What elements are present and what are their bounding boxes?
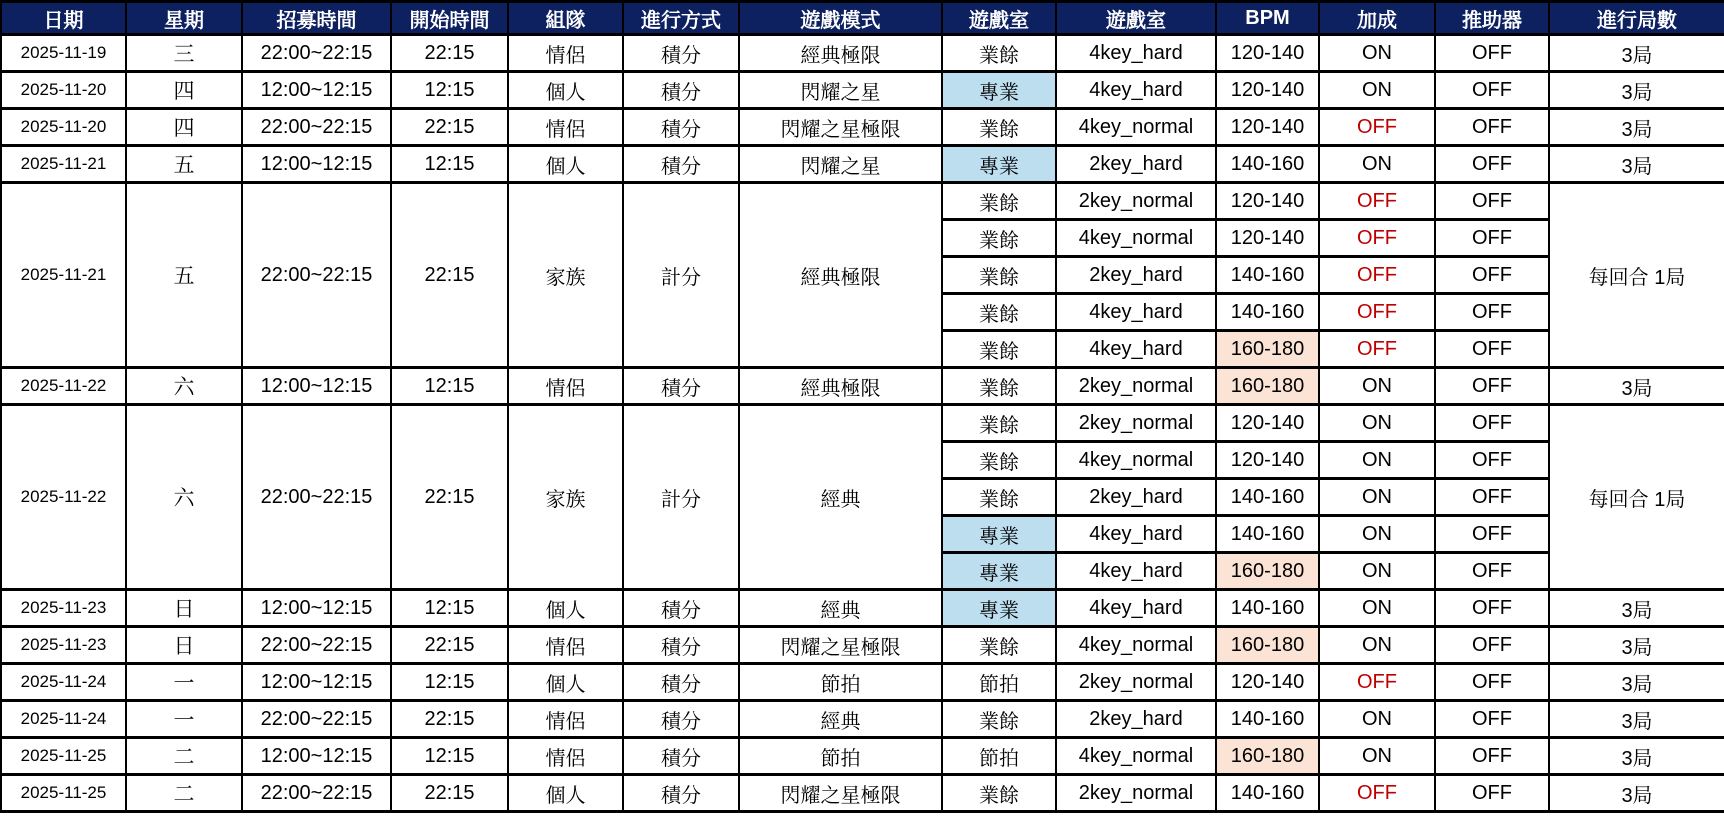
cell-team: 情侶 xyxy=(508,738,623,775)
cell-game-mode: 閃耀之星 xyxy=(739,146,942,183)
cell-game-room-type: 4key_normal xyxy=(1056,109,1216,146)
cell-rounds: 3局 xyxy=(1549,590,1724,627)
cell-booster: OFF xyxy=(1435,257,1549,294)
cell-booster: OFF xyxy=(1435,627,1549,664)
cell-bpm: 120-140 xyxy=(1216,72,1319,109)
cell-game-mode: 閃耀之星極限 xyxy=(739,775,942,812)
cell-bonus: ON xyxy=(1319,442,1435,479)
cell-date: 2025-11-25 xyxy=(1,738,126,775)
cell-bonus: ON xyxy=(1319,738,1435,775)
table-row xyxy=(1,35,1724,72)
cell-game-mode: 經典極限 xyxy=(739,368,942,405)
cell-game-room: 業餘 xyxy=(942,627,1056,664)
cell-bonus: OFF xyxy=(1319,220,1435,257)
cell-bonus: OFF xyxy=(1319,664,1435,701)
cell-recruit-time: 22:00~22:15 xyxy=(242,627,391,664)
cell-game-room-type: 4key_hard xyxy=(1056,516,1216,553)
cell-team: 個人 xyxy=(508,775,623,812)
table-row xyxy=(1,664,1724,701)
cell-booster: OFF xyxy=(1435,72,1549,109)
cell-bonus: OFF xyxy=(1319,294,1435,331)
cell-rounds: 3局 xyxy=(1549,35,1724,72)
cell-game-room: 專業 xyxy=(942,516,1056,553)
cell-bpm: 140-160 xyxy=(1216,590,1319,627)
cell-booster: OFF xyxy=(1435,220,1549,257)
cell-date: 2025-11-20 xyxy=(1,72,126,109)
cell-recruit-time: 22:00~22:15 xyxy=(242,183,391,368)
cell-rounds: 3局 xyxy=(1549,109,1724,146)
cell-game-mode: 經典極限 xyxy=(739,183,942,368)
cell-bonus: OFF xyxy=(1319,183,1435,220)
cell-game-mode: 節拍 xyxy=(739,664,942,701)
cell-start-time: 12:15 xyxy=(391,72,508,109)
cell-game-room: 業餘 xyxy=(942,479,1056,516)
cell-start-time: 12:15 xyxy=(391,368,508,405)
cell-game-room-type: 2key_hard xyxy=(1056,146,1216,183)
cell-bonus: ON xyxy=(1319,553,1435,590)
table-header xyxy=(1,2,1724,35)
col-header-game-room-type: 遊戲室 xyxy=(1056,2,1216,35)
cell-bpm: 160-180 xyxy=(1216,331,1319,368)
cell-bpm: 120-140 xyxy=(1216,220,1319,257)
cell-game-room: 業餘 xyxy=(942,35,1056,72)
cell-bonus: OFF xyxy=(1319,331,1435,368)
table-row xyxy=(1,775,1724,812)
cell-game-room: 節拍 xyxy=(942,664,1056,701)
cell-booster: OFF xyxy=(1435,331,1549,368)
cell-game-mode: 閃耀之星極限 xyxy=(739,109,942,146)
cell-booster: OFF xyxy=(1435,516,1549,553)
cell-start-time: 22:15 xyxy=(391,405,508,590)
cell-bpm: 160-180 xyxy=(1216,738,1319,775)
cell-booster: OFF xyxy=(1435,775,1549,812)
table-body xyxy=(1,35,1724,812)
cell-bonus: ON xyxy=(1319,72,1435,109)
cell-weekday: 一 xyxy=(126,701,242,738)
table-row xyxy=(1,405,1724,442)
cell-bpm: 140-160 xyxy=(1216,701,1319,738)
cell-game-room-type: 2key_normal xyxy=(1056,183,1216,220)
cell-date: 2025-11-25 xyxy=(1,775,126,812)
cell-team: 個人 xyxy=(508,590,623,627)
cell-method: 積分 xyxy=(623,109,739,146)
col-header-bpm: BPM xyxy=(1216,2,1319,35)
header-row xyxy=(1,2,1724,35)
cell-game-room-type: 4key_hard xyxy=(1056,294,1216,331)
cell-weekday: 四 xyxy=(126,109,242,146)
cell-game-room-type: 4key_normal xyxy=(1056,220,1216,257)
cell-game-room-type: 2key_normal xyxy=(1056,775,1216,812)
cell-bonus: ON xyxy=(1319,627,1435,664)
cell-date: 2025-11-22 xyxy=(1,405,126,590)
cell-team: 情侶 xyxy=(508,701,623,738)
cell-start-time: 22:15 xyxy=(391,775,508,812)
cell-recruit-time: 22:00~22:15 xyxy=(242,405,391,590)
cell-date: 2025-11-23 xyxy=(1,590,126,627)
col-header-recruit-time: 招募時間 xyxy=(242,2,391,35)
cell-game-room-type: 4key_hard xyxy=(1056,72,1216,109)
cell-weekday: 二 xyxy=(126,775,242,812)
cell-game-mode: 閃耀之星 xyxy=(739,72,942,109)
cell-bpm: 140-160 xyxy=(1216,516,1319,553)
cell-date: 2025-11-19 xyxy=(1,35,126,72)
cell-date: 2025-11-21 xyxy=(1,183,126,368)
col-header-game-mode: 遊戲模式 xyxy=(739,2,942,35)
cell-recruit-time: 22:00~22:15 xyxy=(242,35,391,72)
cell-game-room: 專業 xyxy=(942,590,1056,627)
cell-game-room: 業餘 xyxy=(942,331,1056,368)
cell-team: 家族 xyxy=(508,183,623,368)
cell-team: 家族 xyxy=(508,405,623,590)
cell-rounds: 3局 xyxy=(1549,146,1724,183)
col-header-date: 日期 xyxy=(1,2,126,35)
cell-game-room: 業餘 xyxy=(942,109,1056,146)
col-header-start-time: 開始時間 xyxy=(391,2,508,35)
cell-bpm: 140-160 xyxy=(1216,775,1319,812)
cell-date: 2025-11-22 xyxy=(1,368,126,405)
cell-bpm: 160-180 xyxy=(1216,553,1319,590)
cell-game-room: 業餘 xyxy=(942,183,1056,220)
table-row xyxy=(1,590,1724,627)
cell-game-mode: 經典 xyxy=(739,701,942,738)
cell-start-time: 12:15 xyxy=(391,590,508,627)
cell-booster: OFF xyxy=(1435,664,1549,701)
table-row xyxy=(1,738,1724,775)
cell-date: 2025-11-20 xyxy=(1,109,126,146)
cell-bpm: 140-160 xyxy=(1216,294,1319,331)
cell-game-room-type: 4key_hard xyxy=(1056,35,1216,72)
cell-game-room-type: 4key_normal xyxy=(1056,627,1216,664)
cell-team: 個人 xyxy=(508,72,623,109)
cell-weekday: 日 xyxy=(126,627,242,664)
table-row xyxy=(1,146,1724,183)
cell-game-room: 業餘 xyxy=(942,257,1056,294)
cell-booster: OFF xyxy=(1435,294,1549,331)
cell-booster: OFF xyxy=(1435,35,1549,72)
cell-recruit-time: 22:00~22:15 xyxy=(242,775,391,812)
cell-method: 積分 xyxy=(623,35,739,72)
cell-start-time: 12:15 xyxy=(391,738,508,775)
cell-start-time: 22:15 xyxy=(391,109,508,146)
cell-team: 情侶 xyxy=(508,368,623,405)
cell-rounds: 3局 xyxy=(1549,368,1724,405)
cell-method: 計分 xyxy=(623,183,739,368)
table-row xyxy=(1,627,1724,664)
cell-recruit-time: 12:00~12:15 xyxy=(242,738,391,775)
cell-method: 計分 xyxy=(623,405,739,590)
cell-team: 個人 xyxy=(508,664,623,701)
cell-bpm: 140-160 xyxy=(1216,146,1319,183)
cell-game-mode: 經典極限 xyxy=(739,35,942,72)
cell-date: 2025-11-23 xyxy=(1,627,126,664)
cell-booster: OFF xyxy=(1435,109,1549,146)
cell-rounds: 3局 xyxy=(1549,701,1724,738)
cell-date: 2025-11-24 xyxy=(1,701,126,738)
cell-bonus: ON xyxy=(1319,368,1435,405)
cell-rounds: 每回合 1局 xyxy=(1549,405,1724,590)
col-header-team: 組隊 xyxy=(508,2,623,35)
cell-game-mode: 閃耀之星極限 xyxy=(739,627,942,664)
cell-date: 2025-11-21 xyxy=(1,146,126,183)
col-header-weekday: 星期 xyxy=(126,2,242,35)
cell-start-time: 22:15 xyxy=(391,35,508,72)
cell-rounds: 3局 xyxy=(1549,775,1724,812)
cell-bpm: 120-140 xyxy=(1216,664,1319,701)
cell-start-time: 22:15 xyxy=(391,183,508,368)
cell-booster: OFF xyxy=(1435,479,1549,516)
cell-booster: OFF xyxy=(1435,442,1549,479)
cell-method: 積分 xyxy=(623,627,739,664)
cell-booster: OFF xyxy=(1435,553,1549,590)
cell-bpm: 160-180 xyxy=(1216,627,1319,664)
col-header-bonus: 加成 xyxy=(1319,2,1435,35)
table-row xyxy=(1,701,1724,738)
cell-weekday: 日 xyxy=(126,590,242,627)
cell-game-room-type: 4key_hard xyxy=(1056,553,1216,590)
cell-game-room-type: 4key_hard xyxy=(1056,331,1216,368)
cell-game-room: 專業 xyxy=(942,146,1056,183)
cell-recruit-time: 12:00~12:15 xyxy=(242,72,391,109)
cell-game-room: 節拍 xyxy=(942,738,1056,775)
cell-method: 積分 xyxy=(623,72,739,109)
col-header-rounds: 進行局數 xyxy=(1549,2,1724,35)
col-header-game-room: 遊戲室 xyxy=(942,2,1056,35)
cell-bonus: ON xyxy=(1319,146,1435,183)
cell-bonus: ON xyxy=(1319,516,1435,553)
cell-bonus: OFF xyxy=(1319,257,1435,294)
cell-booster: OFF xyxy=(1435,183,1549,220)
cell-rounds: 每回合 1局 xyxy=(1549,183,1724,368)
cell-booster: OFF xyxy=(1435,738,1549,775)
cell-bpm: 120-140 xyxy=(1216,109,1319,146)
cell-weekday: 一 xyxy=(126,664,242,701)
cell-weekday: 五 xyxy=(126,146,242,183)
cell-booster: OFF xyxy=(1435,590,1549,627)
cell-method: 積分 xyxy=(623,738,739,775)
cell-rounds: 3局 xyxy=(1549,627,1724,664)
cell-game-room-type: 2key_normal xyxy=(1056,368,1216,405)
cell-recruit-time: 12:00~12:15 xyxy=(242,664,391,701)
cell-recruit-time: 22:00~22:15 xyxy=(242,701,391,738)
cell-recruit-time: 12:00~12:15 xyxy=(242,368,391,405)
cell-bonus: ON xyxy=(1319,479,1435,516)
table-row xyxy=(1,368,1724,405)
cell-date: 2025-11-24 xyxy=(1,664,126,701)
cell-game-room: 業餘 xyxy=(942,294,1056,331)
cell-bonus: OFF xyxy=(1319,109,1435,146)
cell-weekday: 三 xyxy=(126,35,242,72)
cell-game-room-type: 4key_normal xyxy=(1056,442,1216,479)
cell-game-room-type: 2key_normal xyxy=(1056,664,1216,701)
cell-bpm: 120-140 xyxy=(1216,442,1319,479)
cell-start-time: 22:15 xyxy=(391,627,508,664)
cell-booster: OFF xyxy=(1435,146,1549,183)
cell-rounds: 3局 xyxy=(1549,738,1724,775)
cell-game-room: 業餘 xyxy=(942,701,1056,738)
cell-team: 個人 xyxy=(508,146,623,183)
cell-game-room-type: 2key_hard xyxy=(1056,701,1216,738)
table-row xyxy=(1,109,1724,146)
cell-method: 積分 xyxy=(623,701,739,738)
col-header-booster: 推助器 xyxy=(1435,2,1549,35)
cell-recruit-time: 12:00~12:15 xyxy=(242,146,391,183)
table-row xyxy=(1,72,1724,109)
cell-recruit-time: 12:00~12:15 xyxy=(242,590,391,627)
cell-game-mode: 經典 xyxy=(739,590,942,627)
cell-game-room: 專業 xyxy=(942,553,1056,590)
cell-game-room: 業餘 xyxy=(942,442,1056,479)
cell-recruit-time: 22:00~22:15 xyxy=(242,109,391,146)
cell-weekday: 四 xyxy=(126,72,242,109)
cell-bpm: 120-140 xyxy=(1216,35,1319,72)
cell-game-room-type: 2key_normal xyxy=(1056,405,1216,442)
cell-game-room-type: 4key_hard xyxy=(1056,590,1216,627)
cell-booster: OFF xyxy=(1435,701,1549,738)
cell-game-room: 業餘 xyxy=(942,368,1056,405)
cell-game-room: 業餘 xyxy=(942,775,1056,812)
cell-team: 情侶 xyxy=(508,35,623,72)
cell-game-room-type: 2key_hard xyxy=(1056,479,1216,516)
cell-bpm: 140-160 xyxy=(1216,479,1319,516)
cell-method: 積分 xyxy=(623,775,739,812)
cell-rounds: 3局 xyxy=(1549,72,1724,109)
cell-bonus: ON xyxy=(1319,35,1435,72)
cell-booster: OFF xyxy=(1435,368,1549,405)
cell-game-mode: 節拍 xyxy=(739,738,942,775)
cell-bonus: ON xyxy=(1319,590,1435,627)
table-row xyxy=(1,183,1724,220)
cell-method: 積分 xyxy=(623,368,739,405)
cell-bpm: 120-140 xyxy=(1216,405,1319,442)
cell-weekday: 六 xyxy=(126,368,242,405)
cell-game-room-type: 2key_hard xyxy=(1056,257,1216,294)
cell-start-time: 22:15 xyxy=(391,701,508,738)
cell-team: 情侶 xyxy=(508,109,623,146)
cell-weekday: 六 xyxy=(126,405,242,590)
cell-weekday: 五 xyxy=(126,183,242,368)
cell-game-room: 業餘 xyxy=(942,405,1056,442)
cell-start-time: 12:15 xyxy=(391,146,508,183)
cell-game-room: 專業 xyxy=(942,72,1056,109)
cell-rounds: 3局 xyxy=(1549,664,1724,701)
cell-bpm: 160-180 xyxy=(1216,368,1319,405)
cell-team: 情侶 xyxy=(508,627,623,664)
cell-weekday: 二 xyxy=(126,738,242,775)
col-header-method: 進行方式 xyxy=(623,2,739,35)
cell-start-time: 12:15 xyxy=(391,664,508,701)
cell-bpm: 120-140 xyxy=(1216,183,1319,220)
cell-bonus: ON xyxy=(1319,405,1435,442)
cell-booster: OFF xyxy=(1435,405,1549,442)
cell-method: 積分 xyxy=(623,664,739,701)
cell-bpm: 140-160 xyxy=(1216,257,1319,294)
cell-game-room-type: 4key_normal xyxy=(1056,738,1216,775)
cell-method: 積分 xyxy=(623,146,739,183)
cell-bonus: ON xyxy=(1319,701,1435,738)
cell-game-room: 業餘 xyxy=(942,220,1056,257)
cell-bonus: OFF xyxy=(1319,775,1435,812)
cell-method: 積分 xyxy=(623,590,739,627)
cell-game-mode: 經典 xyxy=(739,405,942,590)
